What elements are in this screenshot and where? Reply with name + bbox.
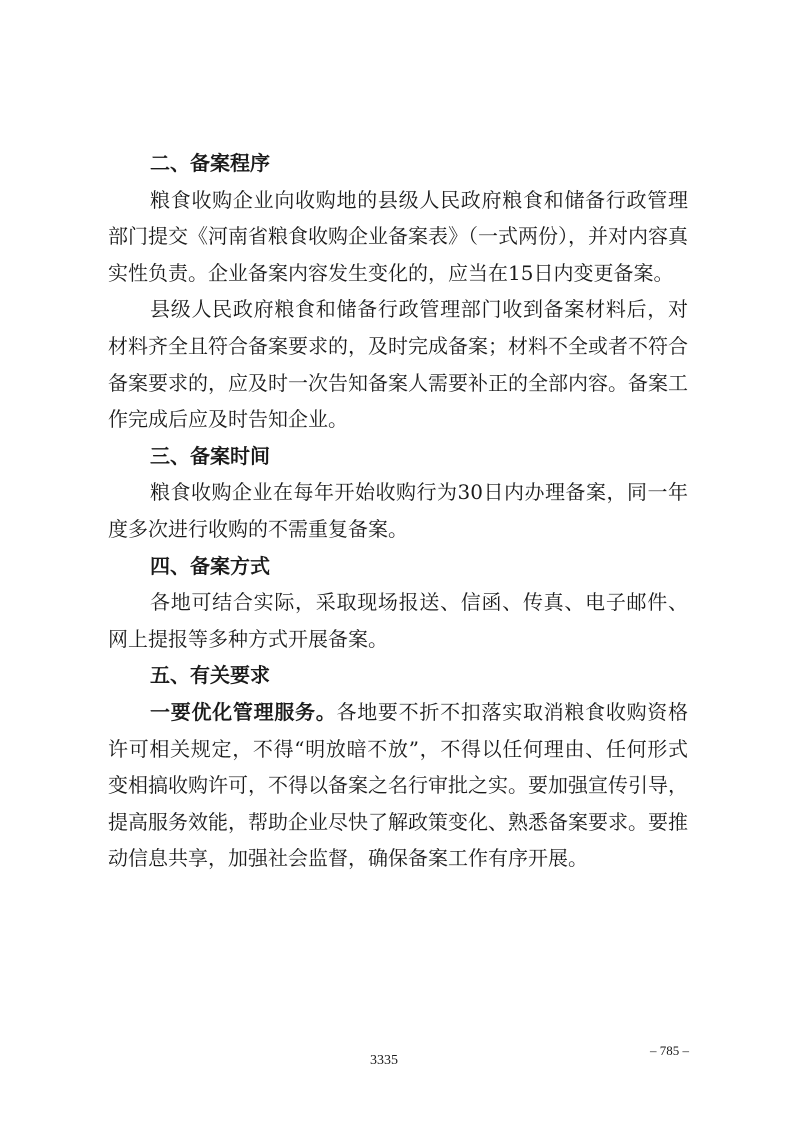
section-heading-procedure: 二、备案程序 <box>150 151 270 175</box>
paragraph-requirements <box>108 694 688 877</box>
paragraph-text: 各地要不折不扣落实取消粮食收购资格许可相关规定，不得“明放暗不放”，不得以任何理由、任何形式变相搞收购许可，不得以备案之名行审批之实。要加强宣传引导，提高服务效能，帮助企业尽快了解政策变化、熟悉备案要求。要推动信息共享，加强社会监督，确保备案工作有序开展。 <box>108 699 689 871</box>
document-body <box>108 145 688 877</box>
lead-phrase: 一要优化管理服务。 <box>150 699 337 724</box>
footer-code: 3335 <box>370 1053 398 1068</box>
section-heading-time: 三、备案时间 <box>150 443 270 468</box>
paragraph: 粮食收购企业在每年开始收购行为30日内办理备案，同一年度多次进行收购的不需重复备案。 <box>108 480 688 541</box>
section-heading-method: 四、备案方式 <box>150 553 270 578</box>
paragraph: 粮食收购企业向收购地的县级人民政府粮食和储备行政管理部门提交《河南省粮食收购企业备案表》（一式两份），并对内容真实性负责。企业备案内容发生变化的，应当在15日内变更备案。 <box>108 187 688 285</box>
section-heading-requirements: 五、有关要求 <box>150 663 270 688</box>
paragraph: 县级人民政府粮食和储备行政管理部门收到备案材料后，对材料齐全且符合备案要求的，及时完成备案；材料不全或者不符合备案要求的，应及时一次告知备案人需要补正的全部内容。备案工作完成后应及时告知企业。 <box>108 297 688 432</box>
paragraph: 各地可结合实际，采取现场报送、信函、传真、电子邮件、网上提报等多种方式开展备案。 <box>108 590 688 651</box>
page-number: – 785 – <box>650 1043 689 1058</box>
